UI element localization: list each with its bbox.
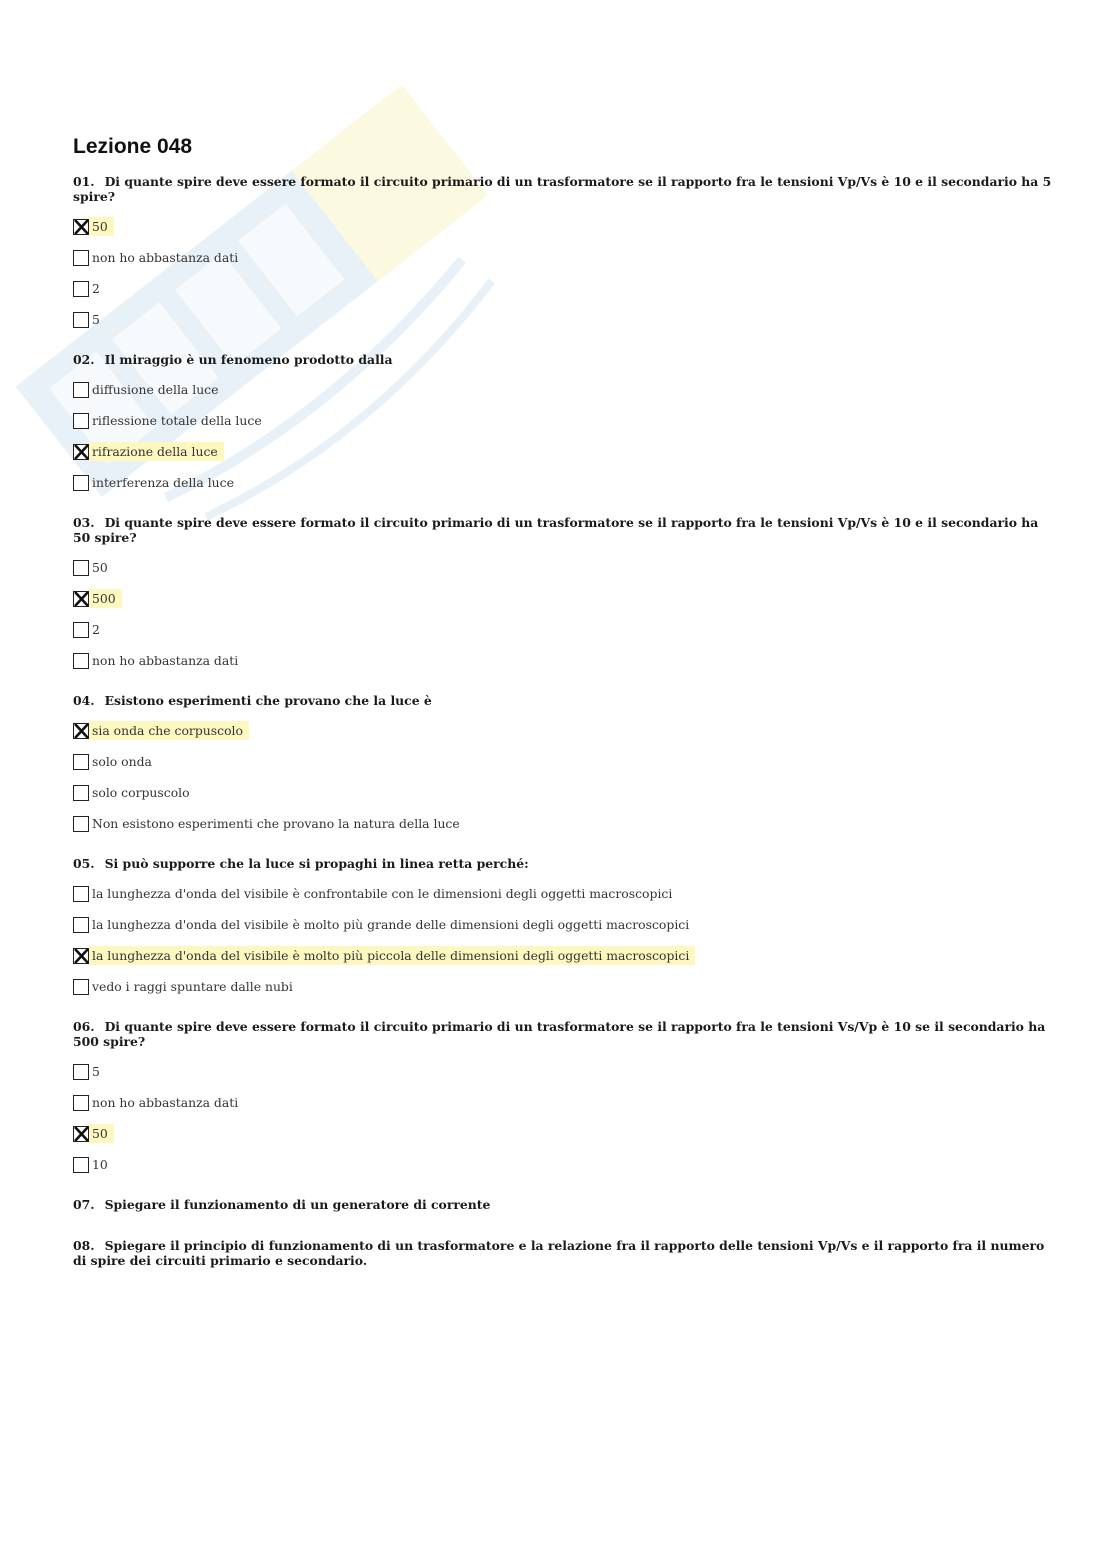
document-page	[73, 134, 1053, 1294]
answer-option[interactable]	[73, 620, 1053, 639]
question-text	[73, 856, 1053, 871]
question-5	[73, 856, 1053, 996]
question-number: 06.	[73, 1019, 95, 1034]
option-label: sia onda che corpuscolo	[89, 721, 249, 740]
answer-option[interactable]	[73, 473, 1053, 492]
cross-mark-icon	[73, 723, 89, 739]
option-label: 10	[92, 1157, 108, 1172]
checked-checkbox[interactable]	[73, 219, 89, 235]
question-body: Di quante spire deve essere formato il circuito primario di un trasformatore se il rapporto fra le tensioni Vp/Vs è 10 e il secondario ha 5 spire?	[73, 174, 1052, 204]
question-1	[73, 174, 1053, 329]
answer-option[interactable]	[73, 1062, 1053, 1081]
checkbox[interactable]	[73, 917, 89, 933]
answer-option[interactable]	[73, 248, 1053, 267]
option-label: 50	[92, 560, 108, 575]
option-label: rifrazione della luce	[89, 442, 224, 461]
question-body: Spiegare il principio di funzionamento di un trasformatore e la relazione fra il rapporto delle tensioni Vp/Vs e il rapporto fra il numero di spire dei circuiti primario e secondario.	[73, 1238, 1045, 1268]
option-label: 5	[92, 312, 100, 327]
question-body: Il miraggio è un fenomeno prodotto dalla	[104, 352, 393, 367]
checkbox[interactable]	[73, 281, 89, 297]
answer-option[interactable]	[73, 1093, 1053, 1112]
checkbox[interactable]	[73, 785, 89, 801]
option-label: riflessione totale della luce	[92, 413, 262, 428]
cross-mark-icon	[73, 219, 89, 235]
question-2	[73, 352, 1053, 492]
question-number: 08.	[73, 1238, 95, 1253]
checkbox[interactable]	[73, 754, 89, 770]
option-label: interferenza della luce	[92, 475, 234, 490]
checked-checkbox[interactable]	[73, 1126, 89, 1142]
option-label: 50	[89, 1124, 114, 1143]
question-number: 01.	[73, 174, 95, 189]
option-label: la lunghezza d'onda del visibile è molto più grande delle dimensioni degli oggetti macroscopici	[92, 917, 690, 932]
question-4	[73, 693, 1053, 833]
question-body: Di quante spire deve essere formato il circuito primario di un trasformatore se il rapporto fra le tensioni Vs/Vp è 10 se il secondario ha 500 spire?	[73, 1019, 1046, 1049]
option-label: 2	[92, 622, 100, 637]
question-6	[73, 1019, 1053, 1174]
answer-option[interactable]	[73, 310, 1053, 329]
option-label: 5	[92, 1064, 100, 1079]
option-label: non ho abbastanza dati	[92, 653, 239, 668]
checked-checkbox[interactable]	[73, 723, 89, 739]
checkbox[interactable]	[73, 622, 89, 638]
question-number: 03.	[73, 515, 95, 530]
answer-option[interactable]	[73, 279, 1053, 298]
question-number: 07.	[73, 1197, 95, 1212]
answer-option[interactable]	[73, 558, 1053, 577]
checkbox[interactable]	[73, 653, 89, 669]
lesson-title: Lezione 048	[73, 135, 193, 158]
answer-option[interactable]	[73, 380, 1053, 399]
question-body: Spiegare il funzionamento di un generatore di corrente	[104, 1197, 491, 1212]
option-label: non ho abbastanza dati	[92, 250, 239, 265]
question-text	[73, 1019, 1053, 1049]
question-text	[73, 352, 1053, 367]
answer-option[interactable]	[73, 915, 1053, 934]
question-body: Si può supporre che la luce si propaghi in linea retta perché:	[104, 856, 529, 871]
question-body: Di quante spire deve essere formato il circuito primario di un trasformatore se il rapporto fra le tensioni Vp/Vs è 10 e il secondario ha 50 spire?	[73, 515, 1039, 545]
checked-checkbox[interactable]	[73, 444, 89, 460]
option-label: 500	[89, 589, 122, 608]
option-label: vedo i raggi spuntare dalle nubi	[92, 979, 293, 994]
answer-option[interactable]	[73, 1155, 1053, 1174]
question-3	[73, 515, 1053, 670]
option-label: 50	[89, 217, 114, 236]
option-label: la lunghezza d'onda del visibile è molto più piccola delle dimensioni degli oggetti macroscopici	[89, 946, 695, 965]
answer-option[interactable]	[73, 884, 1053, 903]
answer-option[interactable]	[73, 651, 1053, 670]
cross-mark-icon	[73, 444, 89, 460]
question-number: 04.	[73, 693, 95, 708]
answer-option[interactable]	[73, 721, 1053, 740]
cross-mark-icon	[73, 948, 89, 964]
answer-option[interactable]	[73, 783, 1053, 802]
question-body: Esistono esperimenti che provano che la luce è	[104, 693, 432, 708]
checkbox[interactable]	[73, 250, 89, 266]
option-label: la lunghezza d'onda del visibile è confrontabile con le dimensioni degli oggetti macroscopici	[92, 886, 673, 901]
question-8	[73, 1238, 1053, 1268]
option-label: solo onda	[92, 754, 152, 769]
answer-option[interactable]	[73, 411, 1053, 430]
checkbox[interactable]	[73, 1095, 89, 1111]
checkbox[interactable]	[73, 886, 89, 902]
checkbox[interactable]	[73, 475, 89, 491]
option-label: diffusione della luce	[92, 382, 219, 397]
answer-option[interactable]	[73, 217, 1053, 236]
answer-option[interactable]	[73, 946, 1053, 965]
cross-mark-icon	[73, 591, 89, 607]
question-text	[73, 1197, 1053, 1212]
cross-mark-icon	[73, 1126, 89, 1142]
checked-checkbox[interactable]	[73, 591, 89, 607]
option-label: 2	[92, 281, 100, 296]
question-text	[73, 515, 1053, 545]
checkbox[interactable]	[73, 979, 89, 995]
checkbox[interactable]	[73, 312, 89, 328]
answer-option[interactable]	[73, 977, 1053, 996]
answer-option[interactable]	[73, 814, 1053, 833]
option-label: solo corpuscolo	[92, 785, 190, 800]
question-list	[73, 174, 1053, 1268]
question-text	[73, 1238, 1053, 1268]
checkbox[interactable]	[73, 1064, 89, 1080]
option-label: non ho abbastanza dati	[92, 1095, 239, 1110]
answer-option[interactable]	[73, 752, 1053, 771]
option-label: Non esistono esperimenti che provano la natura della luce	[92, 816, 460, 831]
question-7	[73, 1197, 1053, 1212]
question-text	[73, 174, 1053, 204]
answer-option[interactable]	[73, 589, 1053, 608]
question-text	[73, 693, 1053, 708]
checkbox[interactable]	[73, 816, 89, 832]
checkbox[interactable]	[73, 382, 89, 398]
question-number: 05.	[73, 856, 95, 871]
checked-checkbox[interactable]	[73, 948, 89, 964]
question-number: 02.	[73, 352, 95, 367]
checkbox[interactable]	[73, 413, 89, 429]
checkbox[interactable]	[73, 560, 89, 576]
answer-option[interactable]	[73, 442, 1053, 461]
answer-option[interactable]	[73, 1124, 1053, 1143]
checkbox[interactable]	[73, 1157, 89, 1173]
